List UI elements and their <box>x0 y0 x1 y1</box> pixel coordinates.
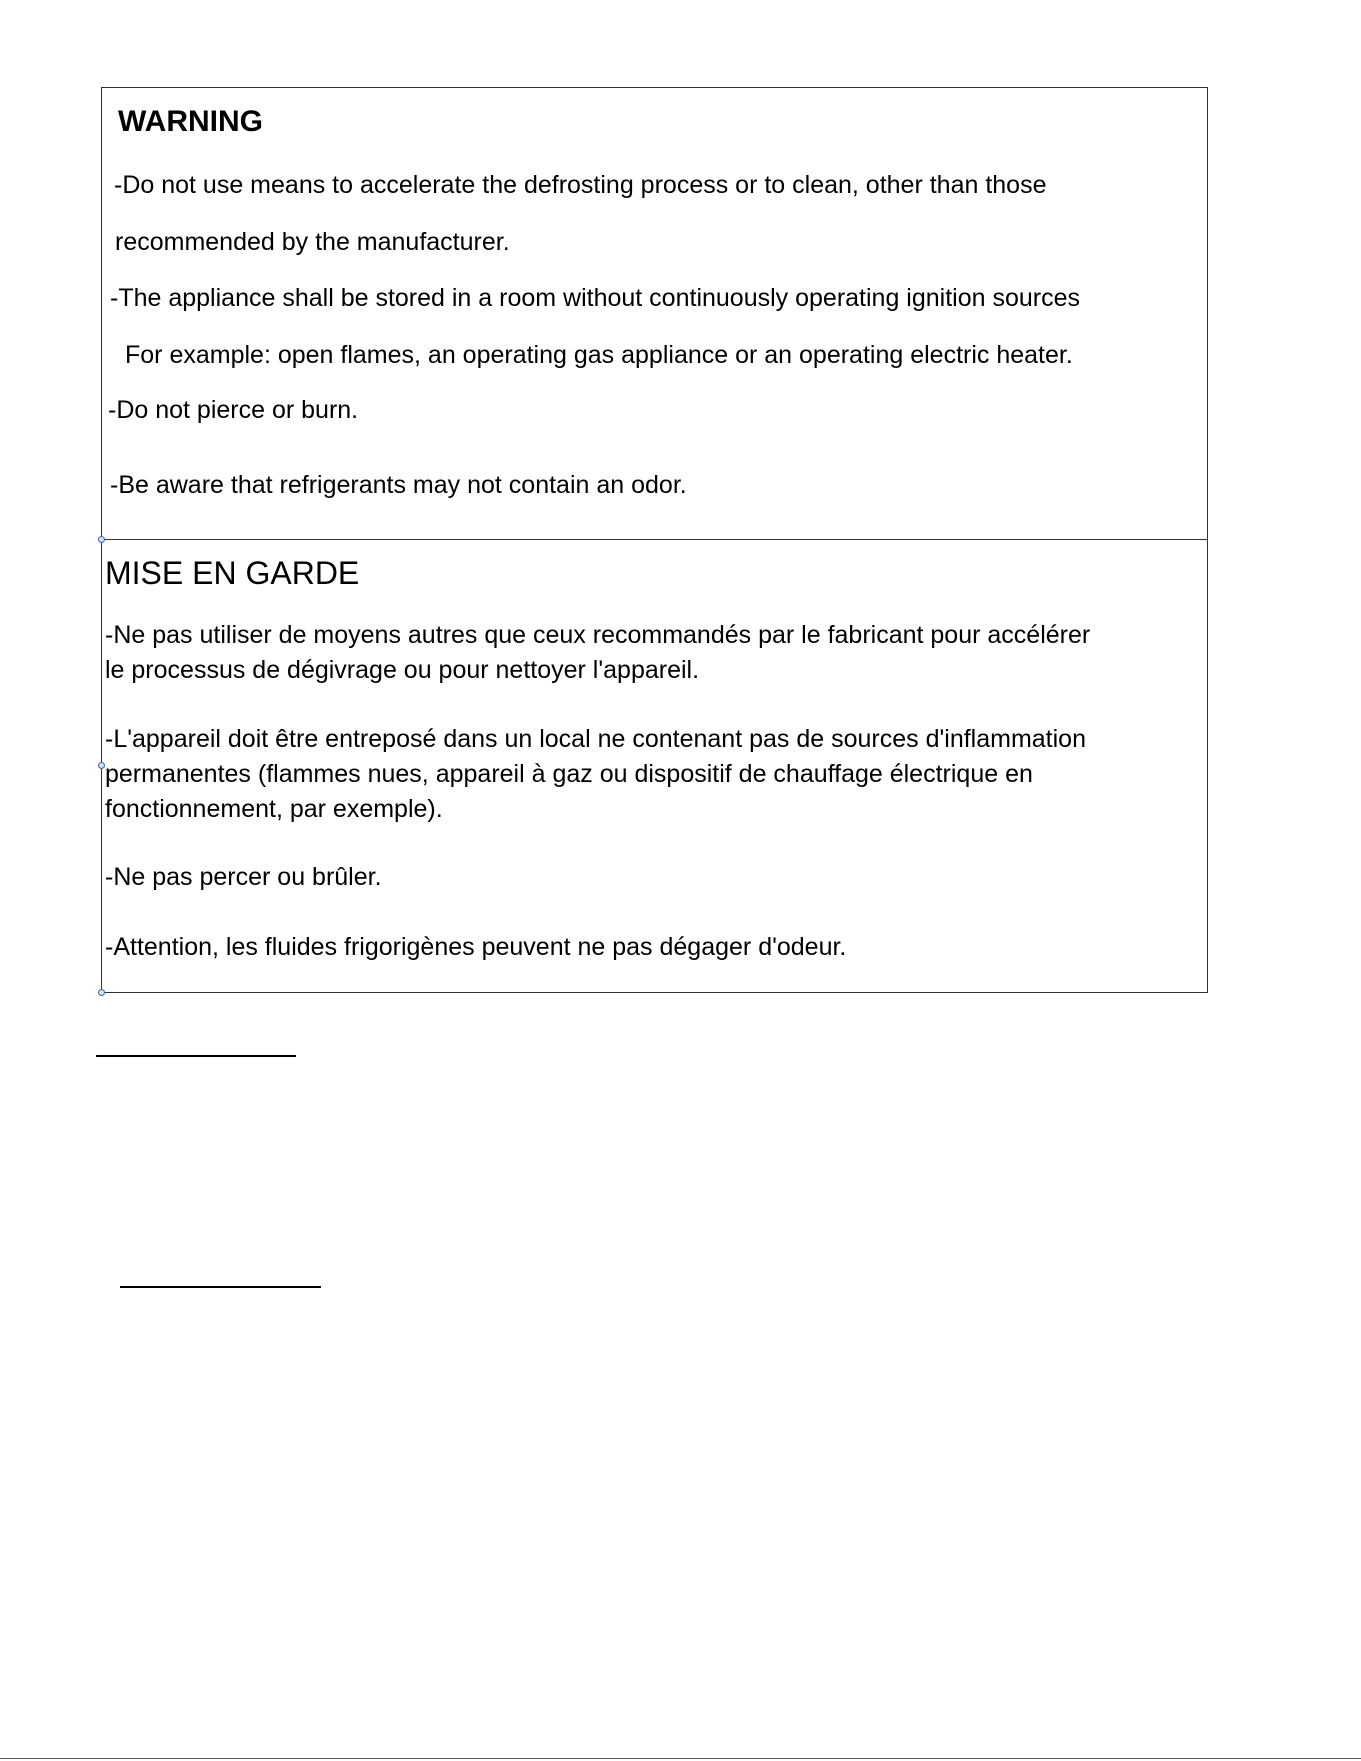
underline-rule <box>120 1286 321 1288</box>
warning-line: recommended by the manufacturer. <box>115 228 510 256</box>
mise-en-garde-line: -Ne pas utiliser de moyens autres que ceux recommandés par le fabricant pour accélérer <box>105 621 1091 649</box>
warning-line: For example: open flames, an operating gas appliance or an operating electric heater. <box>125 341 1073 369</box>
warning-heading: WARNING <box>118 105 263 138</box>
mise-en-garde-line: -Attention, les fluides frigorigènes peuvent ne pas dégager d'odeur. <box>105 933 847 961</box>
warning-line: -Do not pierce or burn. <box>108 396 359 424</box>
warning-line: -The appliance shall be stored in a room without continuously operating ignition sources <box>110 284 1081 312</box>
warning-label-box <box>101 87 1208 993</box>
section-divider <box>101 539 1208 540</box>
selection-handle-top[interactable] <box>98 536 105 543</box>
mise-en-garde-line: -L'appareil doit être entreposé dans un local ne contenant pas de sources d'inflammation <box>105 725 1086 753</box>
page-bottom-edge <box>0 1758 1361 1759</box>
mise-en-garde-line: fonctionnement, par exemple). <box>105 795 443 823</box>
mise-en-garde-heading: MISE EN GARDE <box>105 555 360 591</box>
warning-line: -Be aware that refrigerants may not contain an odor. <box>110 471 687 499</box>
selection-handle-bottom[interactable] <box>98 989 105 996</box>
warning-line: -Do not use means to accelerate the defrosting process or to clean, other than those <box>114 171 1047 199</box>
mise-en-garde-line: le processus de dégivrage ou pour nettoyer l'appareil. <box>105 656 700 684</box>
mise-en-garde-line: -Ne pas percer ou brûler. <box>105 863 382 891</box>
underline-rule <box>96 1055 296 1057</box>
mise-en-garde-line: permanentes (flammes nues, appareil à gaz ou dispositif de chauffage électrique en <box>105 760 1033 788</box>
selection-handle-middle[interactable] <box>98 762 105 769</box>
